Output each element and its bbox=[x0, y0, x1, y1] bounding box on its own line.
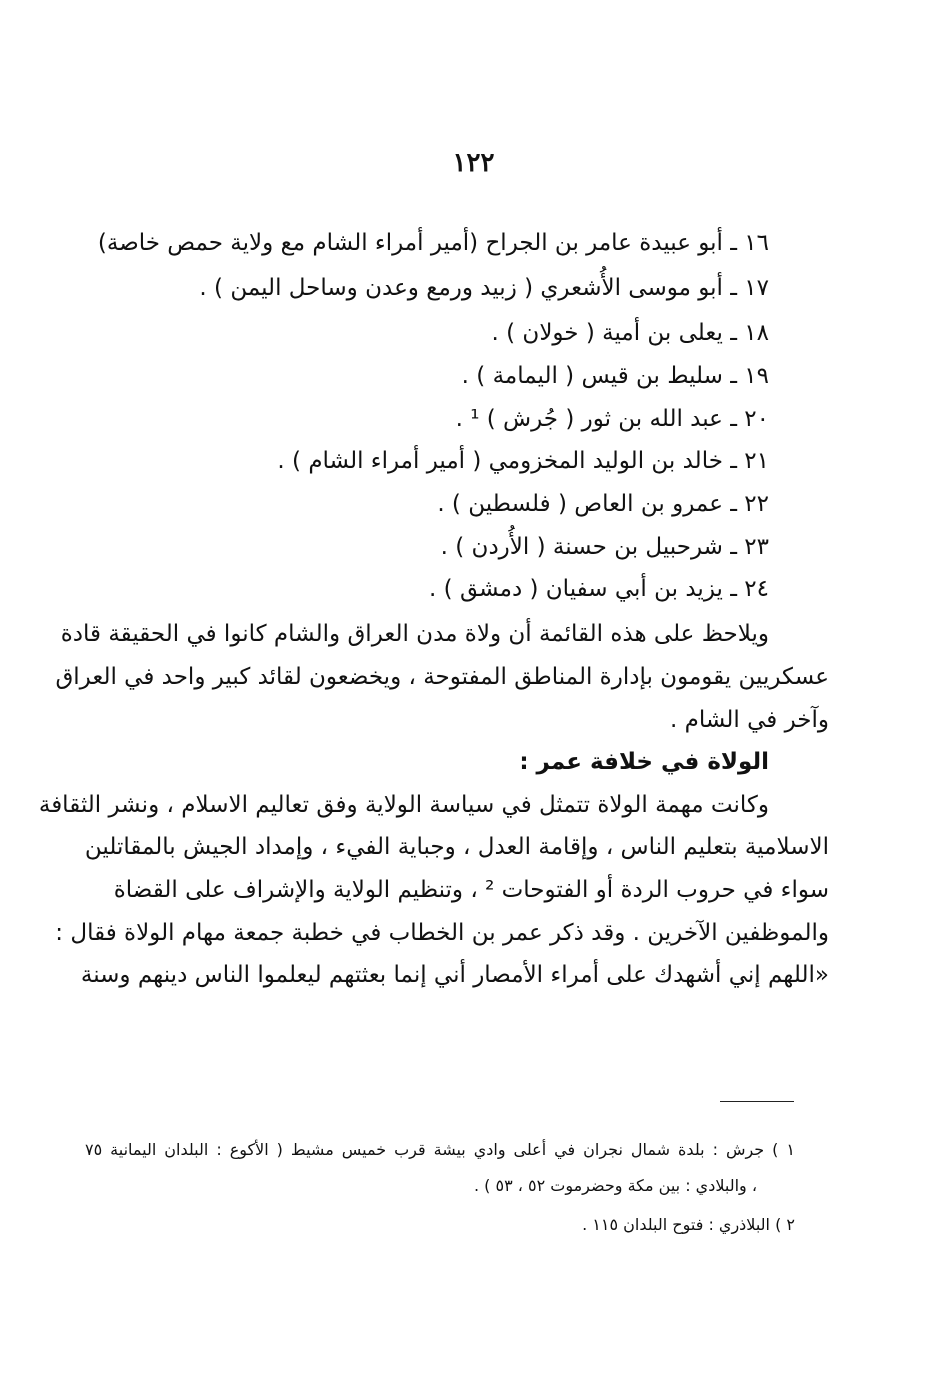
list-item: ١٨ ـ يعلى بن أمية ( خولان ) . bbox=[491, 320, 769, 346]
section-heading: الولاة في خلافة عمر : bbox=[519, 749, 769, 775]
paragraph-line: وآخر في الشام . bbox=[670, 707, 829, 733]
paragraph-line: والموظفين الآخرين . وقد ذكر عمر بن الخطاب في خطبة جمعة مهام الولاة فقال : bbox=[55, 920, 829, 946]
paragraph-line: الاسلامية بتعليم الناس ، وإقامة العدل ، وجباية الفيء ، وإمداد الجيش بالمقاتلين bbox=[84, 834, 829, 860]
list-item: ٢٢ ـ عمرو بن العاص ( فلسطين ) . bbox=[437, 491, 769, 517]
paragraph-line: ويلاحظ على هذه القائمة أن ولاة مدن العراق والشام كانوا في الحقيقة قادة bbox=[60, 621, 769, 647]
list-item: ٢١ ـ خالد بن الوليد المخزومي ( أمير أمراء الشام ) . bbox=[277, 448, 769, 474]
page-number: ١٢٢ bbox=[452, 148, 495, 178]
footnote-continuation: ، والبلادي : بين مكة وحضرموت ٥٢ ، ٥٣ ) . bbox=[473, 1176, 757, 1195]
list-item: ١٧ ـ أبو موسى الأُشعري ( زبيد ورمع وعدن وساحل اليمن ) . bbox=[199, 275, 769, 301]
paragraph-line: سواء في حروب الردة أو الفتوحات ² ، وتنظيم الولاية والإشراف على القضاة bbox=[113, 877, 829, 903]
paragraph-line: وكانت مهمة الولاة تتمثل في سياسة الولاية وفق تعاليم الاسلام ، ونشر الثقافة bbox=[38, 792, 769, 818]
list-item: ٢٣ ـ شرحبيل بن حسنة ( الأُردن ) . bbox=[440, 534, 769, 560]
list-item: ٢٤ ـ يزيد بن أبي سفيان ( دمشق ) . bbox=[429, 576, 769, 602]
paragraph-line: عسكريين يقومون بإدارة المناطق المفتوحة ، ويخضعون لقائد كبير واحد في العراق bbox=[55, 664, 829, 690]
footnote: ١ ) جرش : بلدة شمال نجران في أعلى وادي بيشة قرب خميس مشيط ( الأكوع : البلدان اليمانية ٧٥ bbox=[85, 1140, 795, 1159]
footnote: ٢ ) البلاذري : فتوح البلدان ١١٥ . bbox=[582, 1215, 795, 1234]
list-item: ١٩ ـ سليط بن قيس ( اليمامة ) . bbox=[461, 363, 769, 389]
paragraph-line: «اللهم إني أشهدك على أمراء الأمصار أني إنما بعثتهم ليعلموا الناس دينهم وسنة bbox=[80, 962, 829, 988]
footnote-separator bbox=[720, 1101, 794, 1102]
list-item: ٢٠ ـ عبد الله بن ثور ( جُرش ) ¹ . bbox=[455, 406, 769, 432]
list-item: ١٦ ـ أبو عبيدة عامر بن الجراح (أمير أمراء الشام مع ولاية حمص خاصة) bbox=[97, 230, 769, 256]
